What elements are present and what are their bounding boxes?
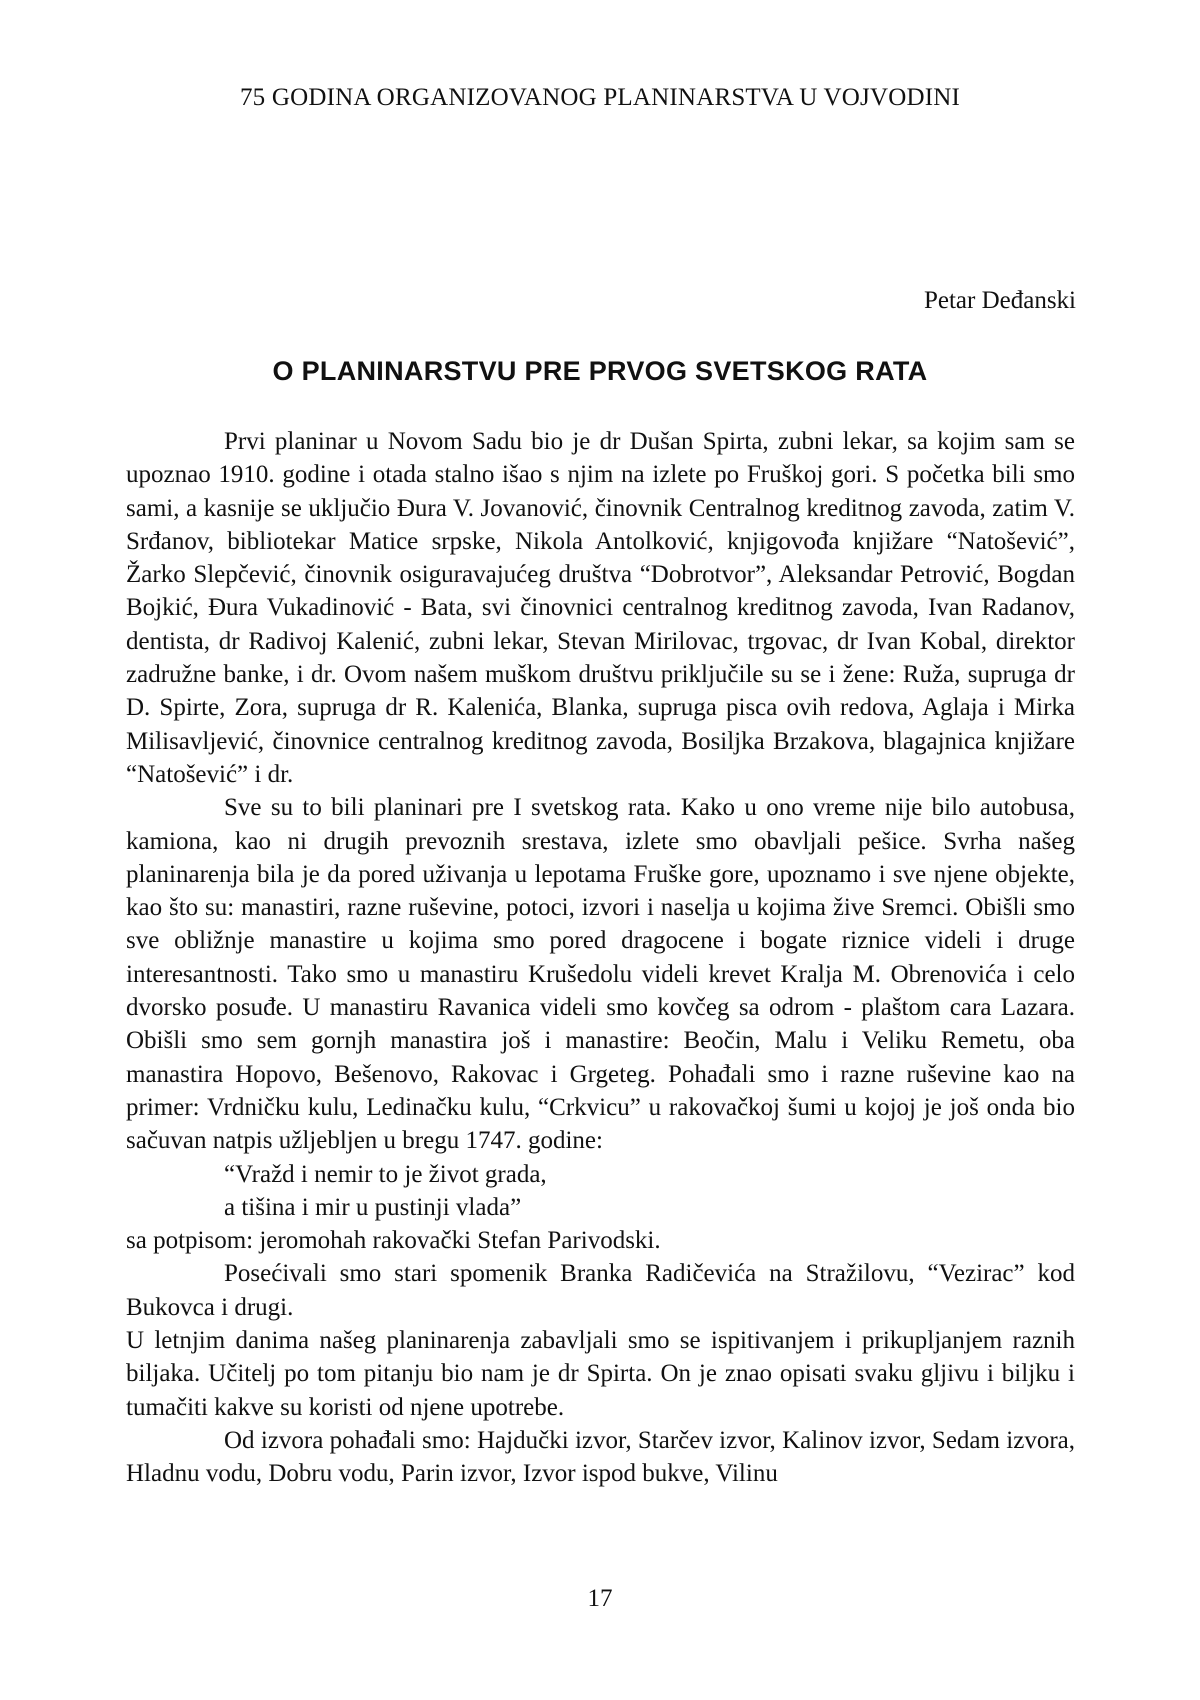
paragraph-1: Prvi planinar u Novom Sadu bio je dr Dušan Spirta, zubni lekar, sa kojim sam se upoznao 1910. godine i otada stalno išao s njim na izlete po Fruškoj gori. S početka bili smo sami, a kasnije se uključio Đura V. Jovanović, činovnik Centralnog kreditnog zavoda, zatim V. Srđanov, bibliotekar Matice srpske, Nikola Antolković, knjigovođa knjižare “Natošević”, Žarko Slepčević, činovnik osiguravajućeg društva “Dobrotvor”, Aleksandar Petrović, Bogdan Bojkić, Đura Vukadinović - Bata, svi činovnici centralnog kreditnog zavoda, Ivan Radanov, dentista, dr Radivoj Kalenić, zubni lekar, Stevan Mirilovac, trgovac, dr Ivan Kobal, direktor zadružne banke, i dr. Ovom našem muškom društvu priključile su se i žene: Ruža, supruga dr D. Spirte, Zora, supruga dr R. Kalenića, Blanka, supruga pisca ovih redova, Aglaja i Mirka Milisavljević, činovnice centralnog kreditnog zavoda, Bosiljka Brzakova, blagajnica knjižare “Natošević” i dr.	[126, 428, 1075, 788]
paragraph-5: Od izvora pohađali smo: Hajdučki izvor, Starčev izvor, Kalinov izvor, Sedam izvora, Hladnu vodu, Dobru vodu, Parin izvor, Izvor ispod bukve, Vilinu	[126, 1426, 1075, 1488]
running-header: 75 GODINA ORGANIZOVANOG PLANINARSTVA U VOJVODINI	[239, 84, 961, 111]
article-body	[126, 425, 1075, 1491]
paragraph-3: Posećivali smo stari spomenik Branka Radičevića na Stražilovu, “Vezirac” kod Bukovca i drugi.	[126, 1260, 1075, 1321]
page-number: 17	[587, 1585, 613, 1612]
paragraph-4: U letnjim danima našeg planinarenja zabavljali smo se ispitivanjem i prikupljanjem raznih biljaka. Učitelj po tom pitanju bio nam je dr Spirta. On je znao opisati svaku gljivu i biljku i tumačiti kakve su koristi od njene upotrebe.	[126, 1327, 1075, 1421]
verse-line-1: “Vražd i nemir to je život grada,	[224, 1160, 547, 1188]
author-name: Petar Deđanski	[923, 287, 1076, 314]
verse-signature: sa potpisom: jeromohah rakovački Stefan Parivodski.	[126, 1227, 661, 1255]
article-title: O PLANINARSTVU PRE PRVOG SVETSKOG RATA	[272, 356, 928, 386]
verse-line-2: a tišina i mir u pustinji vlada”	[224, 1193, 522, 1221]
paragraph-2: Sve su to bili planinari pre I svetskog rata. Kako u ono vreme nije bilo autobusa, kamiona, kao ni drugih prevoznih srestava, izlete smo obavljali pešice. Svrha našeg planinarenja bila je da pored uživanja u lepotama Fruške gore, upoznamo i sve njene objekte, kao što su: manastiri, razne ruševine, potoci, izvori i naselja u kojima žive Sremci. Obišli smo sve obližnje manastire u kojima smo pored dragocene i bogate riznice videli i druge interesantnosti. Tako smo u manastiru Krušedolu videli krevet Kralja M. Obrenovića i celo dvorsko posuđe. U manastiru Ravanica videli smo kovčeg sa odrom - plaštom cara Lazara. Obišli smo sem gornjh manastira još i manastire: Beočin, Malu i Veliku Remetu, oba manastira Hopovo, Bešenovo, Rakovac i Grgeteg. Pohađali smo i razne ruševine kao na primer: Vrdničku kulu, Ledinačku kulu, “Crkvicu” u rakovačkoj šumi u kojoj je još onda bio sačuvan natpis užljebljen u bregu 1747. godine:	[126, 794, 1075, 1155]
